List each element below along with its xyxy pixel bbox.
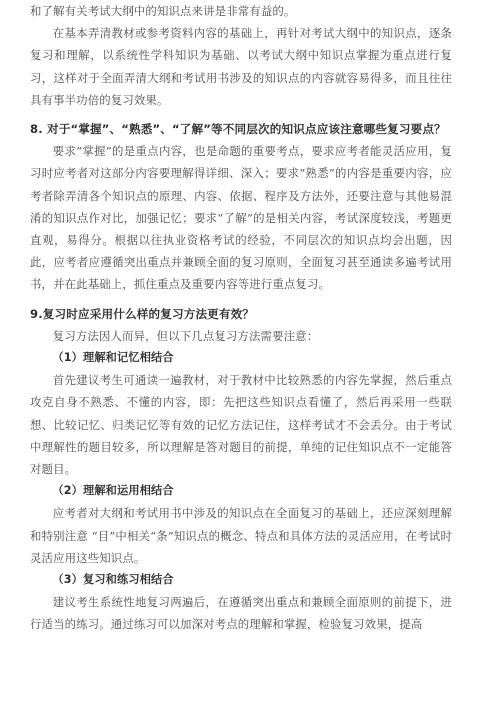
- question-9-intro: 复习方法因人而异，但以下几点复习方法需要注意：: [52, 328, 319, 343]
- question-8-body: 要求“掌握”的是重点内容，也是命题的重要考点，要求应考者能灵活应用，复习时应考者对这部分内容要理解得详细、深入；要求“熟悉”的内容是重要内容，应考者除弄清各个知识点的原理、内容、依据、程序及方法外，还要注意与其他易混淆的知识点作对比，加强记忆；要求“了解”的是相关内容，考试深度较浅，考题更直观，易得分。根据以往执业资格考试的经验，不同层次的知识点均会出题，因此，应考者应遵循突出重点并兼顾全面的复习原则，全面复习甚至通读多遍考试用书，并在此基础上，抓住重点及重要内容等进行重点复习。: [30, 144, 452, 292]
- subsection-1-body: 首先建议考生可通读一遍教材，对于教材中比较熟悉的内容先掌握，然后重点攻克自身不熟悉、不懂的内容，即：先把这些知识点看懂了，然后再采用一些联想、比较记忆、归类记忆等有效的记忆方法记住，这样考试才不会丢分。由于考试中理解性的题目较多，所以理解是答对题目的前提，单纯的记住知识点不一定能答对题目。: [30, 373, 452, 477]
- subsection-3-heading: （3）复习和练习相结合: [52, 573, 174, 587]
- subsection-2-body: 应考者对大纲和考试用书中涉及的知识点在全面复习的基础上，还应深刻理解和特别注意 “目”中相关“条”知识点的概念、特点和具体方法的灵活应用，在考试时灵活应用这些知识点。: [30, 506, 452, 565]
- intro-body-paragraph: 在基本弄清教材或参考资料内容的基础上，再针对考试大纲中的知识点，逐条复习和理解，以系统性学科知识为基础、以考试大纲中知识点掌握为重点进行复习，这样对于全面弄清大纲和考试用书涉及的知识点的内容就容易得多，而且往往具有事半功倍的复习效果。: [30, 26, 452, 107]
- subsection-2-heading: （2）理解和运用相结合: [52, 484, 174, 498]
- subsection-1-heading: （1）理解和记忆相结合: [52, 351, 174, 365]
- question-9-heading: 9.复习时应采用什么样的复习方法更有效？: [30, 306, 255, 321]
- intro-tail-paragraph: 和了解有关考试大纲中的知识点来讲是非常有益的。: [30, 4, 296, 18]
- subsection-3-body: 建议考生系统性地复习两遍后，在遵循突出重点和兼顾全面原则的前提下，进行适当的练习。通过练习可以加深对考点的理解和掌握，检验复习效果，提高: [30, 595, 452, 632]
- question-8-heading: 8. 对于“掌握”、“熟悉”、“了解”等不同层次的知识点应该注意哪些复习要点？: [30, 122, 446, 137]
- document-page: [30, 0, 452, 636]
